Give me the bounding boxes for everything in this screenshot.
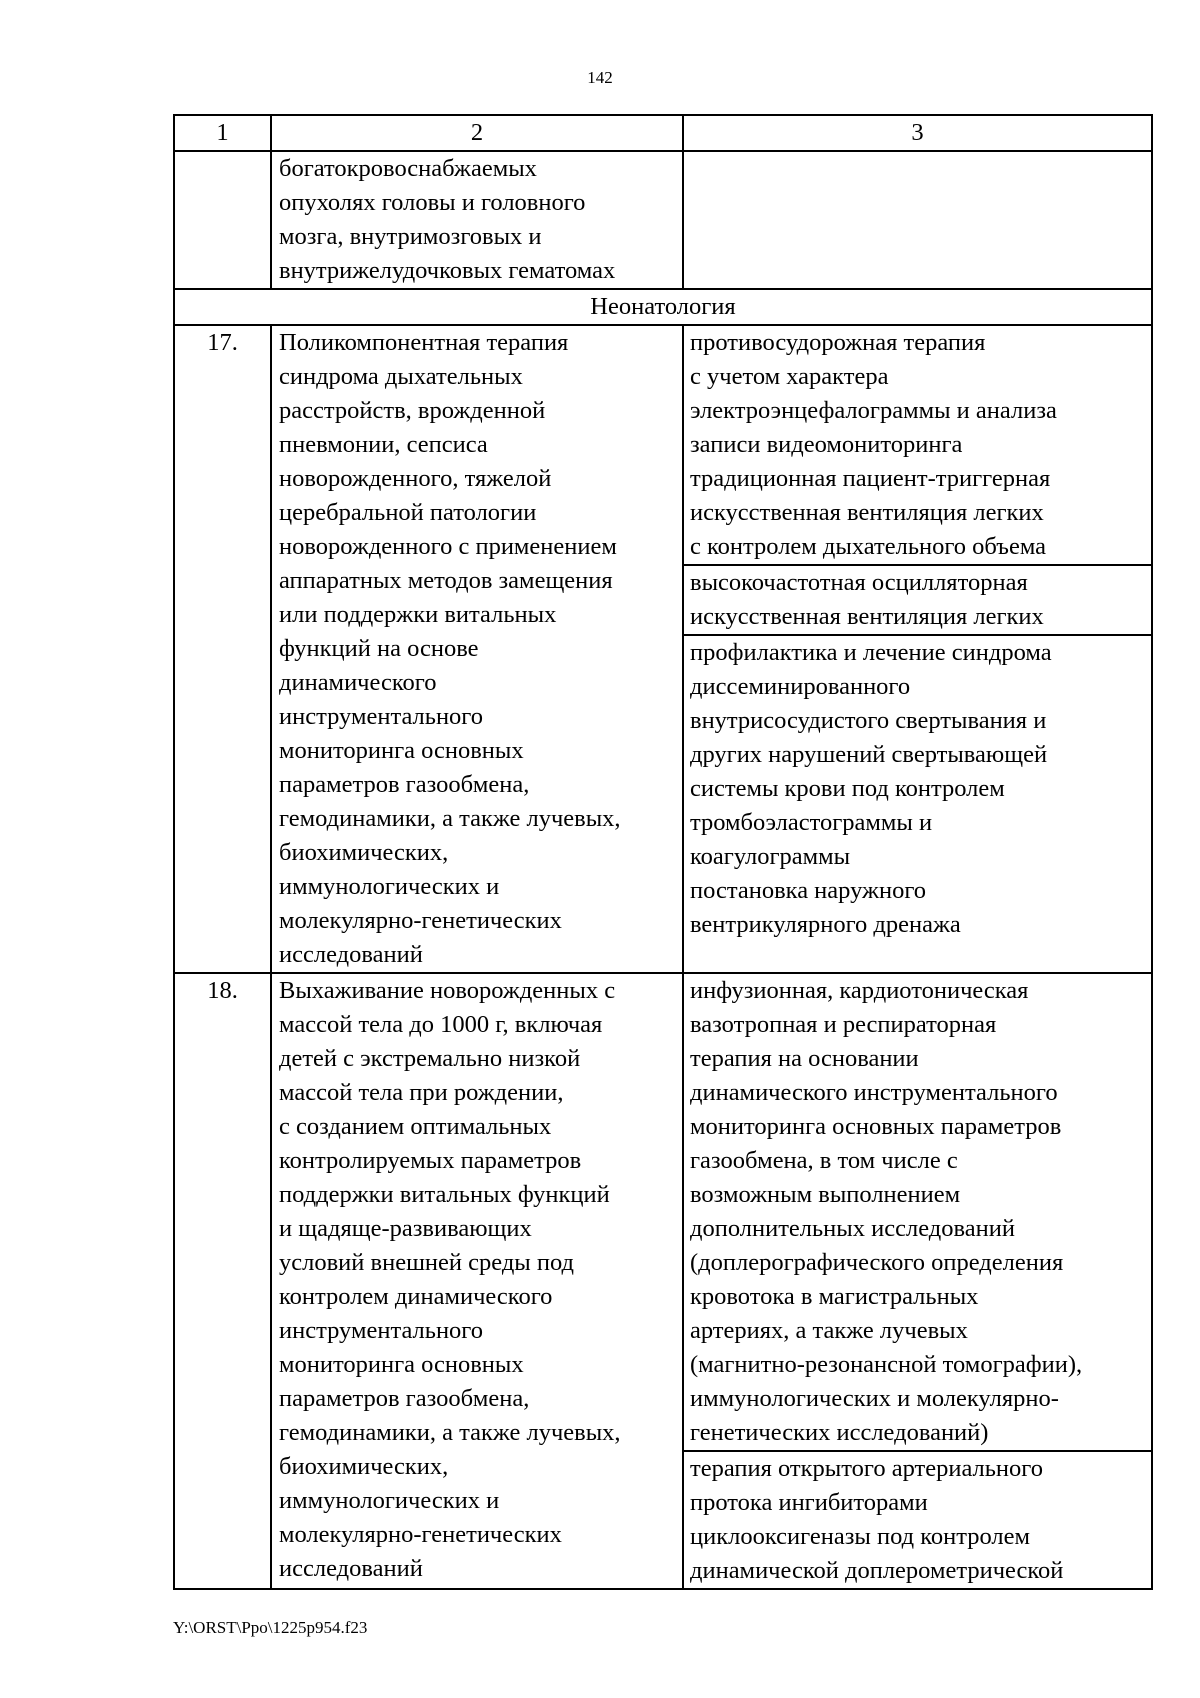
text-line: терапия на основании <box>690 1045 919 1072</box>
method-block <box>684 634 1151 942</box>
text-line: искусственная вентиляция легких <box>690 603 1044 630</box>
text-line: системы крови под контролем <box>690 775 1005 802</box>
text-line: динамической доплерометрической <box>690 1557 1064 1584</box>
text-line: новорожденного с применением <box>279 533 617 560</box>
header-col-2: 2 <box>271 115 683 151</box>
text-line: массой тела до 1000 г, включая <box>279 1011 603 1038</box>
text-line: с контролем дыхательного объема <box>690 533 1047 560</box>
text-line: искусственная вентиляция легких <box>690 499 1044 526</box>
text-line: мониторинга основных <box>279 737 524 764</box>
text-line: (магнитно-резонансной томографии), <box>690 1351 1083 1378</box>
text-line: молекулярно-генетических <box>279 1521 562 1548</box>
text-line: инструментального <box>279 703 483 730</box>
text-line: Поликомпонентная терапия <box>279 329 569 356</box>
text-line: вентрикулярного дренажа <box>690 911 961 938</box>
continuation-number-cell <box>174 151 271 289</box>
table-row <box>174 973 1152 1589</box>
text-line: гемодинамики, а также лучевых, <box>279 805 621 832</box>
method-block <box>684 974 1151 1450</box>
text-line: газообмена, в том числе с <box>690 1147 958 1174</box>
method-block <box>684 564 1151 634</box>
text-line: и щадяще-развивающих <box>279 1215 532 1242</box>
text-line: Выхаживание новорожденных с <box>279 977 616 1004</box>
text-line: вазотропная и респираторная <box>690 1011 997 1038</box>
text-line: биохимических, <box>279 1453 449 1480</box>
text-line: параметров газообмена, <box>279 1385 530 1412</box>
section-title: Неонатология <box>174 289 1152 325</box>
section-row <box>174 289 1152 325</box>
text-line: условий внешней среды под <box>279 1249 575 1276</box>
text-line: с созданием оптимальных <box>279 1113 552 1140</box>
text-line: аппаратных методов замещения <box>279 567 613 594</box>
text-line: постановка наружного <box>690 877 927 904</box>
row-number: 17. <box>174 325 271 973</box>
method-block <box>684 326 1151 564</box>
page-number: 142 <box>587 68 613 87</box>
text-line: новорожденного, тяжелой <box>279 465 552 492</box>
text-line: инструментального <box>279 1317 483 1344</box>
text-line: артериях, а также лучевых <box>690 1317 968 1344</box>
text-line: церебральной патологии <box>279 499 537 526</box>
row-number: 18. <box>174 973 271 1589</box>
text-line: кровотока в магистральных <box>690 1283 979 1310</box>
text-line: параметров газообмена, <box>279 771 530 798</box>
text-line: (доплерографического определения <box>690 1249 1064 1276</box>
text-line: детей с экстремально низкой <box>279 1045 581 1072</box>
text-line: коагулограммы <box>690 843 851 870</box>
text-line: расстройств, врожденной <box>279 397 546 424</box>
text-line: высокочастотная осцилляторная <box>690 569 1028 596</box>
row-description-cell <box>271 325 683 973</box>
text-line: динамического <box>279 669 437 696</box>
text-line: мониторинга основных <box>279 1351 524 1378</box>
text-line: противосудорожная терапия <box>690 329 986 356</box>
text-line: опухолях головы и головного <box>279 189 586 216</box>
text-line: синдрома дыхательных <box>279 363 523 390</box>
text-line: поддержки витальных функций <box>279 1181 610 1208</box>
text-line: инфузионная, кардиотоническая <box>690 977 1029 1004</box>
text-line: мониторинга основных параметров <box>690 1113 1062 1140</box>
text-line: иммунологических и молекулярно- <box>690 1385 1059 1412</box>
text-line: генетических исследований) <box>690 1419 989 1446</box>
table-header-row <box>174 115 1152 151</box>
row-methods-cell <box>683 973 1152 1589</box>
text-line: с учетом характера <box>690 363 889 390</box>
text-line: циклооксигеназы под контролем <box>690 1523 1031 1550</box>
continuation-description-cell <box>271 151 683 289</box>
text-line: других нарушений свертывающей <box>690 741 1048 768</box>
text-line: терапия открытого артериального <box>690 1455 1043 1482</box>
text-line: динамического инструментального <box>690 1079 1058 1106</box>
text-line: иммунологических и <box>279 1487 500 1514</box>
text-line: дополнительных исследований <box>690 1215 1015 1242</box>
text-line: исследований <box>279 1555 423 1582</box>
text-line: профилактика и лечение синдрома <box>690 639 1052 666</box>
text-line: возможным выполнением <box>690 1181 961 1208</box>
text-line: внутрисосудистого свертывания и <box>690 707 1047 734</box>
text-line: массой тела при рождении, <box>279 1079 564 1106</box>
row-description-cell <box>271 973 683 1589</box>
text-line: внутрижелудочковых гематомах <box>279 257 616 284</box>
text-line: молекулярно-генетических <box>279 907 562 934</box>
procedures-table <box>173 114 1153 1590</box>
text-line: исследований <box>279 941 423 968</box>
text-line: гемодинамики, а также лучевых, <box>279 1419 621 1446</box>
text-line: диссеминированного <box>690 673 911 700</box>
method-block <box>684 1450 1151 1588</box>
continuation-methods-cell <box>683 151 1152 289</box>
text-line: традиционная пациент-триггерная <box>690 465 1051 492</box>
text-line: контролируемых параметров <box>279 1147 582 1174</box>
text-line: записи видеомониторинга <box>690 431 963 458</box>
header-col-1: 1 <box>174 115 271 151</box>
text-line: тромбоэластограммы и <box>690 809 933 836</box>
text-line: электроэнцефалограммы и анализа <box>690 397 1057 424</box>
text-line: функций на основе <box>279 635 479 662</box>
text-line: богатокровоснабжаемых <box>279 155 537 182</box>
text-line: контролем динамического <box>279 1283 553 1310</box>
text-line: биохимических, <box>279 839 449 866</box>
text-line: мозга, внутримозговых и <box>279 223 542 250</box>
continuation-row <box>174 151 1152 289</box>
row-methods-cell <box>683 325 1152 973</box>
text-line: протока ингибиторами <box>690 1489 928 1516</box>
text-line: или поддержки витальных <box>279 601 557 628</box>
text-line: пневмонии, сепсиса <box>279 431 488 458</box>
table-row <box>174 325 1152 973</box>
text-line: иммунологических и <box>279 873 500 900</box>
header-col-3: 3 <box>683 115 1152 151</box>
file-path-footer: Y:\ORST\Ppo\1225p954.f23 <box>173 1618 368 1637</box>
